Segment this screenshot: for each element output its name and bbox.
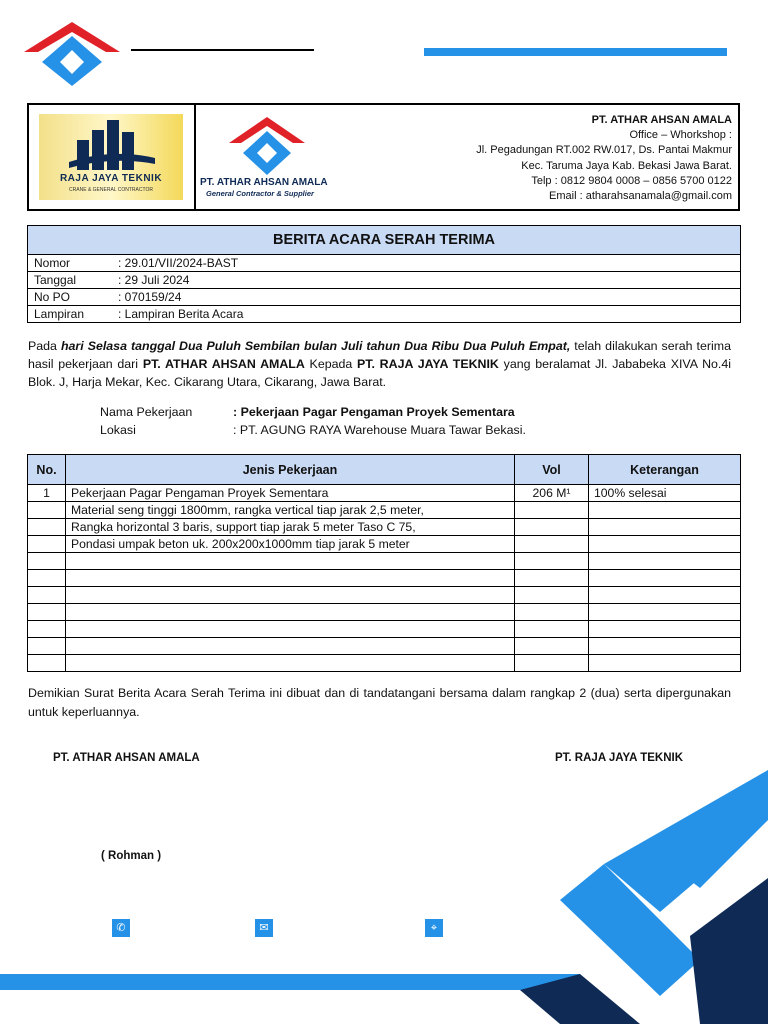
phone-icon: ✆ [112,919,130,937]
info-label: Nomor [28,255,113,272]
cell-jenis-pekerjaan: Material seng tinggi 1800mm, rangka vertical tiap jarak 2,5 meter, [66,502,515,519]
info-row-no-po [28,289,741,306]
info-value: : 29.01/VII/2024-BAST [112,255,741,272]
info-row-lampiran [28,306,741,323]
paragraph-company-to: PT. RAJA JAYA TEKNIK [357,357,499,371]
signature-left-company: PT. ATHAR AHSAN AMALA [53,752,200,764]
work-location-line [100,421,526,439]
work-name-label: Nama Pekerjaan [100,405,193,419]
cell-no [28,519,66,536]
building-icon [67,118,157,170]
work-items-table [27,454,741,672]
cell-keterangan [589,621,741,638]
cell-no: 1 [28,485,66,502]
header-rule-black [131,49,314,51]
table-row [28,621,741,638]
table-row [28,485,741,502]
table-row [28,655,741,672]
info-value: : 070159/24 [112,289,741,306]
intro-paragraph [28,337,731,391]
cell-jenis-pekerjaan [66,553,515,570]
signature-right-company: PT. RAJA JAYA TEKNIK [555,752,684,764]
table-header-row [28,455,741,485]
col-header-keterangan: Keterangan [589,455,741,485]
cell-vol [515,502,589,519]
table-row [28,570,741,587]
info-label: No PO [28,289,113,306]
table-row [28,536,741,553]
company-address-line-2: Kec. Taruma Jaya Kab. Bekasi Jawa Barat. [521,159,732,172]
cell-no [28,655,66,672]
paragraph-text: Pada [28,339,61,353]
cell-jenis-pekerjaan [66,621,515,638]
raja-jaya-logo-cell [29,105,196,209]
table-row [28,604,741,621]
location-pin-icon: ⌖ [425,919,443,937]
work-location-label: Lokasi [100,423,136,437]
paragraph-text: Kepada [304,357,358,371]
athar-ahsan-logo-name: PT. ATHAR AHSAN AMALA [200,177,328,188]
table-row [28,519,741,536]
cell-keterangan [589,502,741,519]
cell-jenis-pekerjaan [66,638,515,655]
cell-keterangan [589,587,741,604]
cell-jenis-pekerjaan: Pekerjaan Pagar Pengaman Proyek Sementara [66,485,515,502]
paragraph-text: telah dilakukan serah terima hasil pekerjaan dari [28,339,731,371]
company-email: Email : atharahsanamala@gmail.com [549,190,732,203]
cell-keterangan [589,604,741,621]
letterhead [27,103,740,211]
company-phone: Telp : 0812 9804 0008 – 0856 5700 0122 [531,174,732,187]
cell-keterangan [589,655,741,672]
col-header-vol: Vol [515,455,589,485]
cell-vol [515,655,589,672]
cell-jenis-pekerjaan [66,570,515,587]
cell-no [28,604,66,621]
email-icon: ✉ [255,919,273,937]
document-title: BERITA ACARA SERAH TERIMA [27,225,741,255]
cell-jenis-pekerjaan [66,655,515,672]
cell-no [28,587,66,604]
paragraph-company-from: PT. ATHAR AHSAN AMALA [142,357,305,371]
info-row-tanggal [28,272,741,289]
cell-vol: 206 M¹ [515,485,589,502]
cell-vol [515,604,589,621]
company-logo-top [24,20,120,86]
company-contact-block [476,113,732,204]
closing-paragraph: Demikian Surat Berita Acara Serah Terima ini dibuat dan di tandatangani bersama dalam rangkap 2 (dua) serta dipergunakan untuk keperluannya. [28,686,731,719]
cell-vol [515,587,589,604]
cell-jenis-pekerjaan: Rangka horizontal 3 baris, support tiap jarak 5 meter Taso C 75, [66,519,515,536]
info-label: Lampiran [28,306,113,323]
work-name-line [100,403,515,421]
footer-decoration [0,760,768,1024]
cell-no [28,502,66,519]
cell-keterangan [589,519,741,536]
table-row [28,553,741,570]
info-row-nomor [28,255,741,272]
table-row [28,502,741,519]
col-header-jenis-pekerjaan: Jenis Pekerjaan [66,455,515,485]
table-body [28,485,741,672]
cell-keterangan [589,553,741,570]
info-value: : 29 Juli 2024 [112,272,741,289]
cell-keterangan [589,570,741,587]
cell-no [28,638,66,655]
work-name-value: : Pekerjaan Pagar Pengaman Proyek Sementara [233,405,515,419]
cell-no [28,621,66,638]
athar-ahsan-logo [229,117,305,175]
paragraph-date-text: hari Selasa tanggal Dua Puluh Sembilan bulan Juli tahun Dua Ribu Dua Puluh Empat, [60,339,571,353]
company-address-line: Jl. Pegadungan RT.002 RW.017, Ds. Pantai Makmur [476,144,732,157]
cell-no [28,536,66,553]
cell-vol [515,638,589,655]
cell-jenis-pekerjaan [66,587,515,604]
athar-ahsan-logo-tagline: General Contractor & Supplier [206,189,314,198]
cell-keterangan [589,536,741,553]
header-rule-blue [424,48,727,56]
raja-jaya-logo [39,114,183,200]
signature-left-name: ( Rohman ) [101,850,162,862]
cell-vol [515,570,589,587]
cell-jenis-pekerjaan [66,604,515,621]
cell-vol [515,536,589,553]
work-location-value: : PT. AGUNG RAYA Warehouse Muara Tawar Bekasi. [233,423,526,437]
table-row [28,587,741,604]
raja-jaya-logo-name: RAJA JAYA TEKNIK [59,173,163,184]
cell-no [28,553,66,570]
cell-keterangan: 100% selesai [589,485,741,502]
info-value: : Lampiran Berita Acara [112,306,741,323]
cell-vol [515,553,589,570]
table-row [28,638,741,655]
company-office-label: Office – Whorkshop : [629,129,732,142]
document-info-table [27,254,741,323]
raja-jaya-logo-tagline: CRANE & GENERAL CONTRACTOR [69,187,153,193]
paragraph-address-text: yang beralamat Jl. Jababeka XIVA No.4i Blok. J, Harja Mekar, Kec. Cikarang Utara, Cikarang, Jawa Barat. [28,357,731,389]
cell-keterangan [589,638,741,655]
col-header-no: No. [28,455,66,485]
company-name: PT. ATHAR AHSAN AMALA [591,114,732,126]
info-label: Tanggal [28,272,113,289]
cell-vol [515,621,589,638]
cell-no [28,570,66,587]
cell-vol [515,519,589,536]
cell-jenis-pekerjaan: Pondasi umpak beton uk. 200x200x1000mm tiap jarak 5 meter [66,536,515,553]
